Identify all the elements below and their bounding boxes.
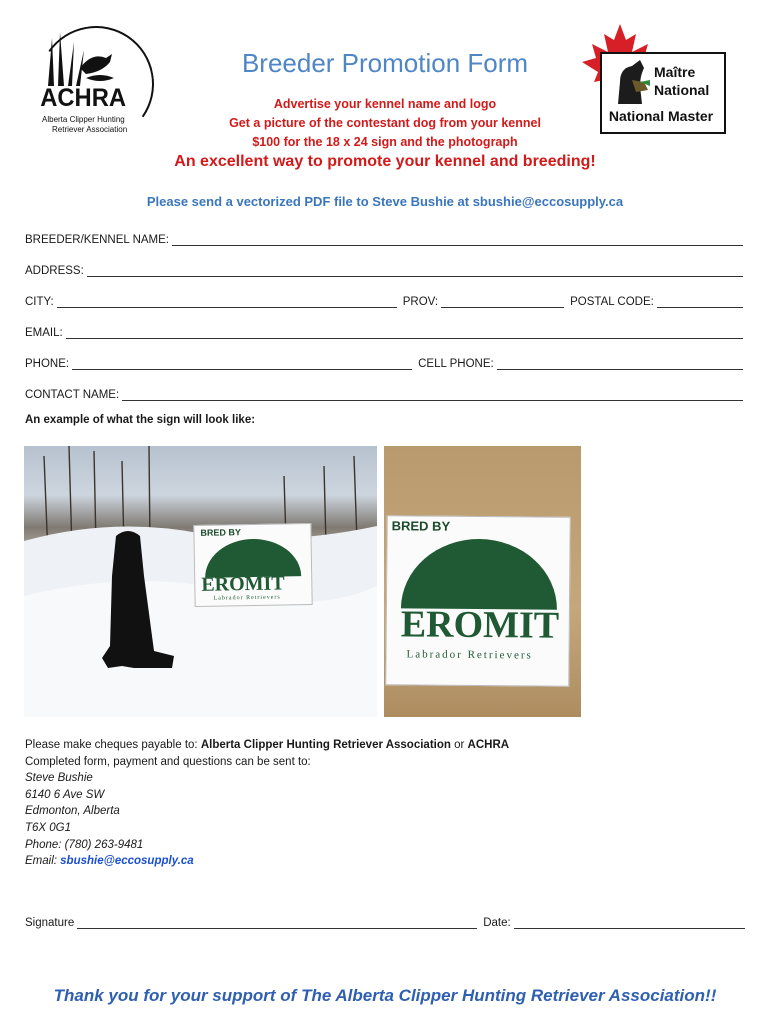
prov-label: PROV:: [402, 296, 439, 308]
sign-dome: [205, 538, 302, 578]
promo-line-3: $100 for the 18 x 24 sign and the photograph: [252, 135, 518, 149]
cell-phone-field[interactable]: [497, 357, 743, 370]
cell-phone-label: CELL PHONE:: [418, 358, 494, 370]
breeder-kennel-label: BREEDER/KENNEL NAME:: [25, 234, 169, 246]
date-field[interactable]: [514, 916, 745, 929]
phone-label: PHONE:: [25, 358, 70, 370]
city-field[interactable]: [57, 295, 397, 308]
vector-file-note: Please send a vectorized PDF file to Steve Bushie at sbushie@eccosupply.ca: [146, 194, 624, 209]
email-line: [25, 853, 509, 870]
promo-line-2: Get a picture of the contestant dog from your kennel: [229, 116, 541, 130]
tagline: An excellent way to promote your kennel and breeding!: [174, 153, 596, 170]
national-label: National: [654, 82, 710, 98]
email-label: EMAIL:: [25, 327, 63, 339]
phone-field[interactable]: [72, 357, 412, 370]
sent-to-line: Completed form, payment and questions can be sent to:: [25, 755, 311, 768]
postal-code-label: POSTAL CODE:: [570, 296, 654, 308]
cheque-line: [25, 737, 509, 754]
signature-row: [25, 911, 745, 929]
email-link[interactable]: sbushie@eccosupply.ca: [60, 855, 194, 868]
date-label: Date:: [483, 917, 511, 929]
sign-in-snow: [193, 523, 312, 607]
maitre-label: Maître: [654, 64, 696, 80]
city-label: CITY:: [25, 296, 54, 308]
closeup-labrador: Labrador Retrievers: [406, 648, 533, 662]
closeup-bred-by: BRED BY: [391, 518, 451, 534]
email-prefix: Email:: [25, 855, 57, 868]
page-title: Breeder Promotion Form: [241, 48, 529, 78]
street-address: 6140 6 Ave SW: [25, 788, 105, 801]
prov-field[interactable]: [441, 295, 564, 308]
closeup-dome: [401, 538, 558, 609]
reeds-and-duck-icon: [40, 28, 130, 88]
email-field[interactable]: [66, 326, 743, 339]
achra-logo: [30, 22, 155, 152]
dog-with-sign-photo: [24, 446, 377, 717]
thank-you-footer: Thank you for your support of The Alberta Clipper Hunting Retriever Association!!: [53, 986, 717, 1005]
city-row: [25, 290, 745, 308]
payment-info: [25, 737, 509, 870]
sign-closeup-photo: [384, 446, 581, 717]
breeder-kennel-field[interactable]: [172, 233, 743, 246]
phone-number: Phone: (780) 263-9481: [25, 838, 144, 851]
achra-subtitle-line2: Retriever Association: [52, 125, 128, 134]
example-label: An example of what the sign will look like:: [25, 414, 256, 426]
sign-bred-by: BRED BY: [200, 527, 242, 538]
payee-short: ACHRA: [467, 739, 510, 751]
achra-subtitle-line1: Alberta Clipper Hunting: [42, 115, 125, 124]
signature-field[interactable]: [77, 916, 477, 929]
city-province: Edmonton, Alberta: [25, 805, 120, 818]
phone-row: [25, 352, 745, 370]
contact-name-row: [25, 383, 745, 401]
cheque-intro: Please make cheques payable to:: [25, 739, 198, 751]
sign-eromit: EROMIT: [201, 572, 285, 596]
address-label: ADDRESS:: [25, 265, 84, 277]
payee-name: Alberta Clipper Hunting Retriever Association: [200, 739, 451, 751]
national-master-label: National Master: [608, 108, 714, 124]
contact-name-label: CONTACT NAME:: [25, 389, 120, 401]
contact-person: Steve Bushie: [25, 772, 93, 785]
postal-code-field[interactable]: [657, 295, 743, 308]
breeder-kennel-row: [25, 228, 745, 246]
address-row: [25, 259, 745, 277]
achra-wordmark: ACHRA: [40, 84, 127, 112]
payee-or: or: [454, 739, 465, 751]
sign-labrador: Labrador Retrievers: [213, 594, 281, 602]
signature-label: Signature: [25, 917, 75, 929]
closeup-eromit: EROMIT: [400, 603, 560, 647]
promo-line-1: Advertise your kennel name and logo: [273, 97, 497, 111]
contact-name-field[interactable]: [122, 388, 743, 401]
sign-closeup: [385, 515, 570, 687]
email-row: [25, 321, 745, 339]
address-field[interactable]: [87, 264, 743, 277]
postal-code: T6X 0G1: [25, 821, 72, 834]
